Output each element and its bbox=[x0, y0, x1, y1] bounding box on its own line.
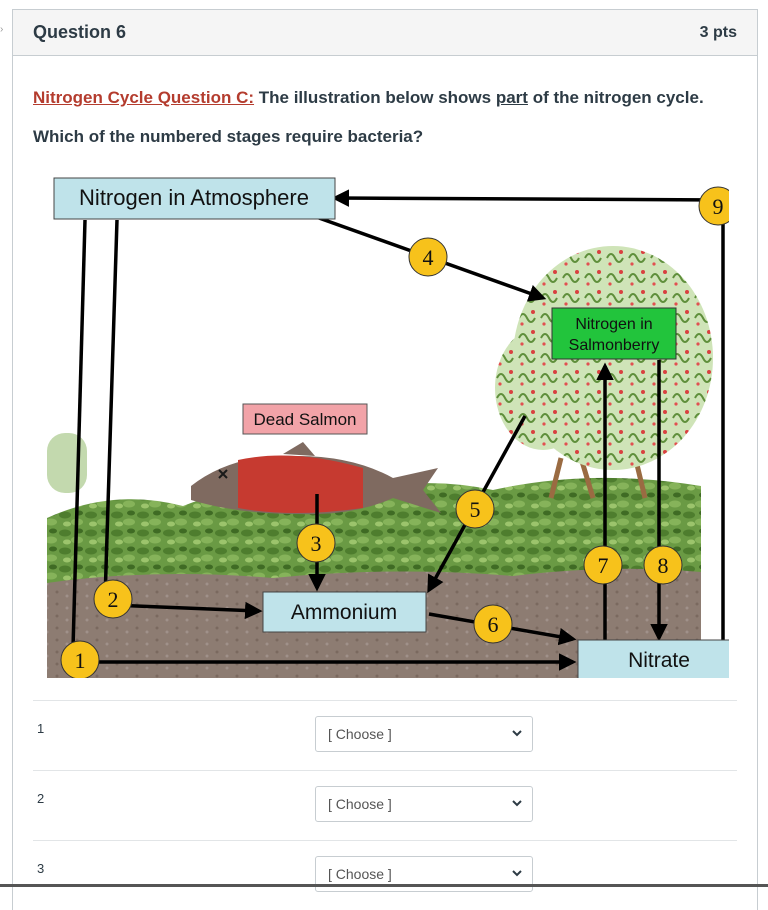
question-lead: Nitrogen Cycle Question C: bbox=[33, 88, 255, 107]
select-value: [ Choose ] bbox=[328, 866, 392, 882]
stage-6 bbox=[474, 605, 512, 643]
answer-row bbox=[33, 700, 737, 770]
select-value: [ Choose ] bbox=[328, 796, 392, 812]
answer-row bbox=[33, 770, 737, 840]
answer-number: 2 bbox=[37, 791, 45, 806]
chevron-down-icon bbox=[511, 867, 523, 879]
salmonberry-label-line2: Salmonberry bbox=[568, 337, 660, 354]
svg-text:9: 9 bbox=[712, 194, 724, 219]
answer-row bbox=[33, 840, 737, 910]
salmonberry-box bbox=[552, 308, 676, 359]
nitrate-box bbox=[578, 640, 729, 678]
question-text-underlined: part bbox=[495, 88, 528, 107]
atmosphere-label: Nitrogen in Atmosphere bbox=[79, 185, 309, 210]
question-text-before: The illustration below shows bbox=[254, 88, 496, 107]
stage-2 bbox=[94, 580, 132, 618]
svg-text:8: 8 bbox=[657, 553, 669, 578]
answer-select-1[interactable] bbox=[315, 716, 533, 752]
stage-9 bbox=[699, 187, 729, 225]
answer-number: 3 bbox=[37, 861, 45, 876]
stage-5 bbox=[456, 490, 494, 528]
stage-1 bbox=[61, 641, 99, 678]
atmosphere-box bbox=[54, 178, 335, 219]
svg-text:4: 4 bbox=[422, 245, 434, 270]
stage-8 bbox=[644, 546, 682, 584]
ammonium-box bbox=[263, 592, 426, 632]
chevron-down-icon bbox=[511, 797, 523, 809]
ammonium-label: Ammonium bbox=[290, 601, 398, 624]
answer-select-2[interactable] bbox=[315, 786, 533, 822]
left-edge-marker: › bbox=[0, 24, 4, 35]
question-card bbox=[12, 9, 758, 910]
question-title: Question 6 bbox=[33, 22, 127, 42]
svg-text:2: 2 bbox=[107, 587, 119, 612]
stage-7 bbox=[584, 546, 622, 584]
question-header bbox=[13, 10, 757, 56]
svg-text:7: 7 bbox=[597, 553, 609, 578]
answer-list bbox=[33, 700, 737, 910]
nitrogen-cycle-diagram bbox=[33, 168, 729, 678]
svg-text:6: 6 bbox=[487, 612, 499, 637]
select-value: [ Choose ] bbox=[328, 726, 392, 742]
dead-salmon-label: Dead Salmon bbox=[253, 410, 357, 429]
question-points: 3 pts bbox=[699, 23, 737, 41]
question-text-after: of the nitrogen cycle. bbox=[527, 88, 704, 107]
stage-4 bbox=[409, 238, 447, 276]
question-text bbox=[33, 87, 737, 109]
dead-salmon-box bbox=[243, 404, 367, 434]
question-prompt: Which of the numbered stages require bacteria? bbox=[33, 127, 424, 146]
chevron-down-icon bbox=[511, 727, 523, 739]
svg-text:5: 5 bbox=[469, 497, 481, 522]
question-body bbox=[13, 87, 757, 148]
svg-text:1: 1 bbox=[74, 648, 86, 673]
svg-text:3: 3 bbox=[310, 531, 322, 556]
answer-number: 1 bbox=[37, 721, 45, 736]
stage-3 bbox=[297, 524, 335, 562]
nitrate-label: Nitrate bbox=[628, 649, 690, 672]
salmonberry-label-line1: Nitrogen in bbox=[575, 316, 653, 333]
